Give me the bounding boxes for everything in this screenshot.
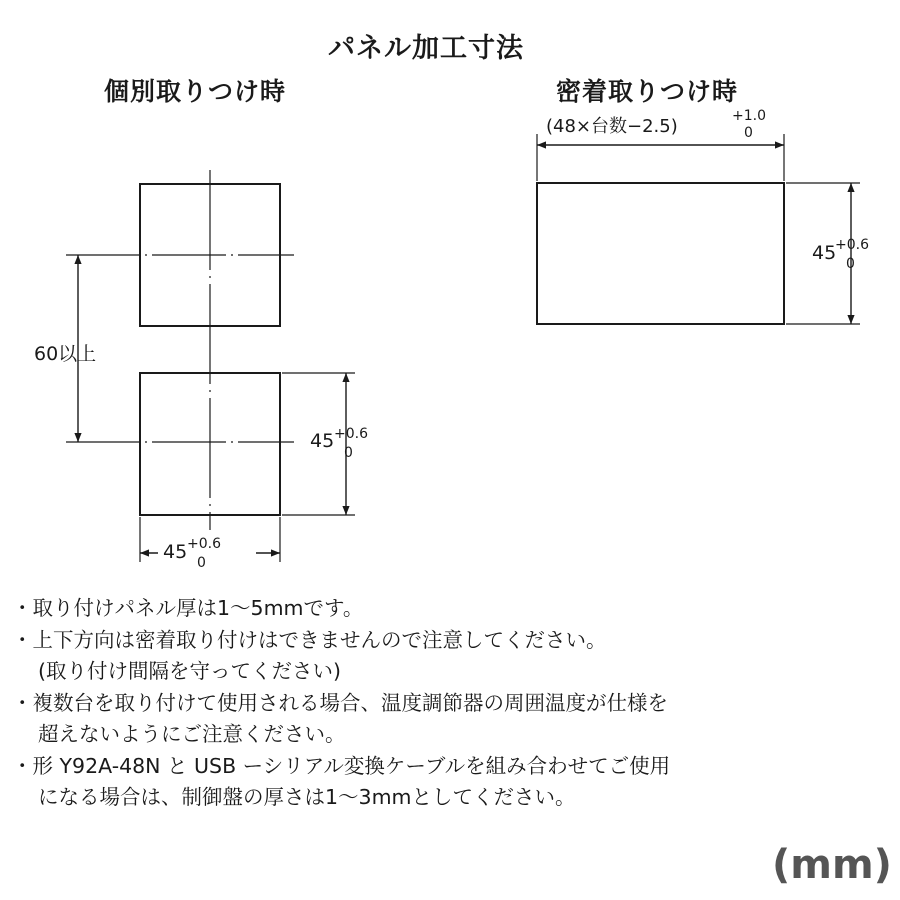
individual-width-tol-lower: 0 <box>197 555 206 571</box>
gang-height-tol-upper: +0.6 <box>835 237 869 253</box>
individual-height-tol-upper: +0.6 <box>334 426 368 442</box>
spacing-label: 60以上 <box>34 343 97 365</box>
note-usb-cable-cont: になる場合は、制御盤の厚さは1〜3mmとしてください。 <box>38 785 576 809</box>
unit-label: (mm) <box>772 842 892 888</box>
note-ambient-temperature-cont: 超えないようにご注意ください。 <box>38 722 346 746</box>
note-vertical-mounting-sub: (取り付け間隔を守ってください) <box>38 659 341 683</box>
note-vertical-mounting: ・上下方向は密着取り付けはできませんので注意してください。 <box>12 627 607 652</box>
gang-mount-heading: 密着取りつけ時 <box>556 77 739 106</box>
gang-width-tol-lower: 0 <box>744 125 753 141</box>
individual-mount-heading: 個別取りつけ時 <box>104 77 287 106</box>
gang-width-tol-upper: +1.0 <box>732 108 766 124</box>
notes-list <box>12 593 892 814</box>
individual-width-value: 45 <box>163 541 188 563</box>
note-panel-thickness: ・取り付けパネル厚は1〜5mmです。 <box>12 596 364 620</box>
note-usb-cable: ・形 Y92A-48N と USB ーシリアル変換ケーブルを組み合わせてご使用 <box>12 753 671 778</box>
page-title: パネル加工寸法 <box>328 33 524 64</box>
individual-height-tol-lower: 0 <box>344 445 353 461</box>
individual-width-tol-upper: +0.6 <box>187 536 221 552</box>
note-ambient-temperature: ・複数台を取り付けて使用される場合、温度調節器の周囲温度が仕様を <box>12 690 668 715</box>
gang-height-tol-lower: 0 <box>846 256 855 272</box>
individual-height-value: 45 <box>310 430 335 452</box>
gang-height-value: 45 <box>812 242 837 264</box>
gang-width-value: (48×台数−2.5) <box>546 116 678 137</box>
gang-cutout <box>537 183 784 324</box>
